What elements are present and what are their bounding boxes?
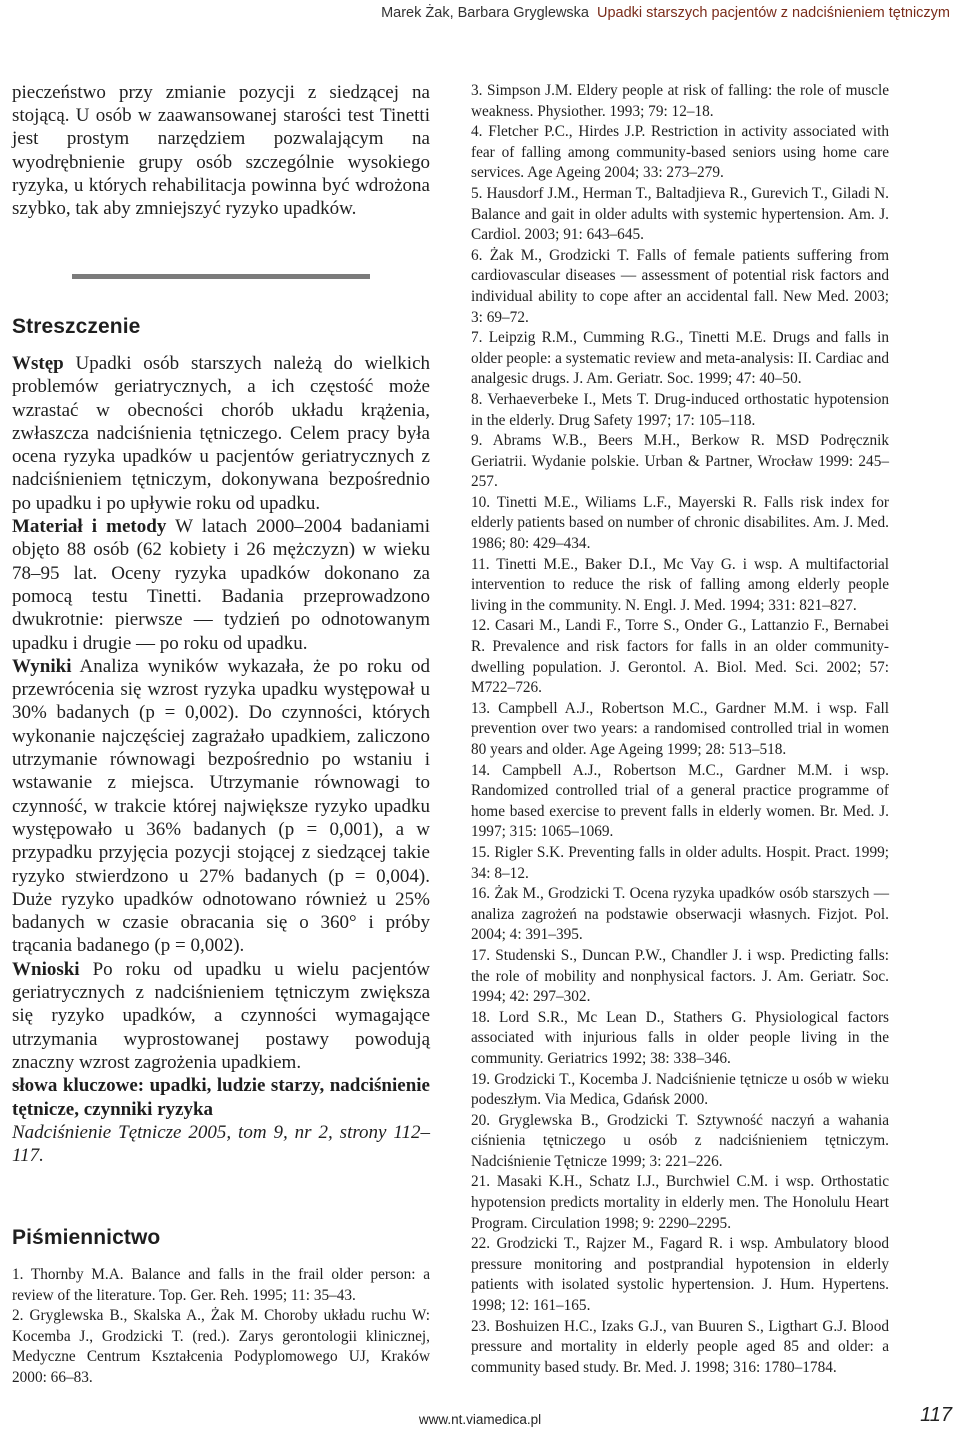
reference-item: 22. Grodzicki T., Rajzer M., Fagard R. i wsp. Ambulatory blood pressure monitoring and postprandial hypotension in elderly patients with isolated systolic hypertension. J. Hum. Hypertens. 1998; 12: 161–165.	[471, 1235, 889, 1315]
journal-citation: Nadciśnienie Tętnicze 2005, tom 9, nr 2, strony 112–117.	[12, 1121, 430, 1167]
running-header	[381, 5, 950, 21]
reference-item: 4. Fletcher P.C., Hirdes J.P. Restriction in activity associated with fear of falling among community-based seniors using home care services. Age Ageing 2004; 33: 273–279.	[471, 123, 889, 182]
reference-item: 9. Abrams W.B., Beers M.H., Berkow R. MSD Podręcznik Geriatrii. Wydanie polskie. Urban & Partner, Wrocław 1999: 245–257.	[471, 432, 889, 491]
reference-item: 21. Masaki K.H., Schatz I.J., Burchwiel C.M. i wsp. Orthostatic hypotension predicts mortality in elderly men. The Honolulu Heart Program. Circulation 1998; 9: 2290–2295.	[471, 1173, 889, 1232]
reference-item: 10. Tinetti M.E., Wiliams L.F., Mayerski R. Falls risk index for elderly patients based on number of chronic disabilites. Am. J. Med. 1986; 80: 429–434.	[471, 493, 889, 553]
section-divider	[72, 274, 370, 279]
reference-item: 5. Hausdorf J.M., Herman T., Baltadjieva R., Gurevich T., Giladi N. Balance and gait in older adults with systemic hypertension. Am. J. Cardiol. 2003; 91: 643–645.	[471, 184, 889, 244]
reference-item: 18. Lord S.R., Mc Lean D., Stathers G. Physiological factors associated with injurious falls in older people living in the community. Geriatrics 1992; 38: 338–346.	[471, 1008, 889, 1067]
abstract-methods	[12, 515, 430, 655]
abstract-intro	[12, 352, 430, 515]
reference-item: 17. Studenski S., Duncan P.W., Chandler J. i wsp. Predicting falls: the role of mobility and nonphysical factors. J. Am. Geriatr. Soc. 1994; 42: 297–302.	[471, 946, 889, 1006]
abstract-methods-text: W latach 2000–2004 badaniami objęto 88 osób (62 kobiety i 26 mężczyzn) w wieku 78–95 lat. Oceny ryzyka upadków dokonano za pomocą testu Tinetti. Badania przeprowadzono dwukrotnie: pierwsze — tydzień po odnotowanym upadku i drugie — po roku od upadku.	[12, 516, 430, 654]
abstract-results-label: Wyniki	[12, 655, 72, 677]
references-heading: Piśmiennictwo	[12, 1226, 161, 1249]
abstract-heading: Streszczenie	[12, 315, 141, 338]
reference-list-right	[471, 81, 889, 1378]
reference-item: 1. Thornby M.A. Balance and falls in the frail older person: a review of the literature. Top. Ger. Reh. 1995; 11: 35–43.	[12, 1266, 430, 1304]
references-left	[12, 1265, 430, 1389]
abstract-results	[12, 655, 430, 958]
abstract-conclusions-label: Wnioski	[12, 958, 80, 980]
header-title: Upadki starszych pacjentów z nadciśnieniem tętniczym	[597, 5, 950, 21]
reference-item: 15. Rigler S.K. Preventing falls in older adults. Hospit. Pract. 1999; 34: 8–12.	[471, 843, 889, 882]
reference-item: 19. Grodzicki T., Kocemba J. Nadciśnienie tętnicze u osób w wieku podeszłym. Via Medica, Gdańsk 2000.	[471, 1070, 889, 1109]
abstract-conclusions-text: Po roku od upadku u wielu pacjentów geriatrycznych z nadciśnieniem tętniczym zwiększa się ryzyko upadków, a czynności wymagające utrzymania wyprostowanej postawy powodują znaczny wzrost zagrożenia upadkiem.	[12, 958, 430, 1073]
reference-item: 23. Boshuizen H.C., Izaks G.J., van Buuren S., Ligthart G.J. Blood pressure and mortality in elderly people aged 85 and older: a community based study. Br. Med. J. 1998; 316: 1780–1784.	[471, 1317, 889, 1376]
abstract-methods-label: Materiał i metody	[12, 516, 167, 538]
page-number: 117	[920, 1404, 952, 1426]
abstract-intro-label: Wstęp	[12, 353, 64, 374]
intro-paragraph: pieczeństwo przy zmianie pozycji z siedzącej na stojącą. U osób w zaawansowanej starości test Tinetti jest prostym narzędziem pozwalającym na wyodrębnienie grupy osób szczególnie wysokiego ryzyka, u których rehabilitacja powinna być wdrożona szybko, tak aby zmniejszyć ryzyko upadków.	[12, 82, 430, 220]
reference-item: 20. Gryglewska B., Grodzicki T. Sztywność naczyń a wahania ciśnienia tętniczego u osób z nadciśnieniem tętniczym. Nadciśnienie Tętnicze 1999; 3: 221–226.	[471, 1111, 889, 1170]
abstract-body	[12, 352, 430, 1167]
reference-item: 3. Simpson J.M. Eldery people at risk of falling: the role of muscle weakness. Physiother. 1993; 79: 12–18.	[471, 82, 889, 120]
footer-url: www.nt.viamedica.pl	[418, 1412, 542, 1427]
keywords: słowa kluczowe: upadki, ludzie starzy, nadciśnienie tętnicze, czynniki ryzyka	[12, 1075, 430, 1120]
reference-item: 14. Campbell A.J., Robertson M.C., Gardner M.M. i wsp. Randomized controlled trial of a general practice programme of home based exercise to prevent falls in elderly women. Br. Med. J. 1997; 315: 1065–1069.	[471, 761, 889, 841]
reference-item: 16. Żak M., Grodzicki T. Ocena ryzyka upadków osób starszych — analiza zagrożeń na podstawie obserwacji własnych. Fizjot. Pol. 2004; 4: 391–395.	[471, 885, 889, 944]
reference-item: 7. Leipzig R.M., Cumming R.G., Tinetti M.E. Drugs and falls in older people: a systematic review and meta-analysis: II. Cardiac and analgesic drugs. J. Am. Geriatr. Soc. 1999; 47: 40–50.	[471, 329, 889, 388]
reference-item: 2. Gryglewska B., Skalska A., Żak M. Choroby układu ruchu W: Kocemba J., Grodzicki T. (red.). Zarys gerontologii klinicznej, Medyczne Centrum Kształcenia Podyplomowego UJ, Kraków 2000: 66–83.	[12, 1307, 430, 1386]
references-right	[471, 81, 889, 1378]
reference-item: 11. Tinetti M.E., Baker D.I., Mc Vay G. i wsp. A multifactorial intervention to reduce the risk of falling among elderly people living in the community. N. Engl. J. Med. 1994; 331: 821–827.	[471, 555, 889, 614]
left-column-intro	[12, 81, 430, 220]
reference-item: 12. Casari M., Landi F., Torre S., Onder G., Lattanzio F., Bernabei R. Prevalence and risk factors for falls in an older community-dwelling population. J. Gerontol. A. Biol. Med. Sci. 2002; 57: M722–726.	[471, 617, 889, 697]
reference-item: 6. Żak M., Grodzicki T. Falls of female patients suffering from cardiovascular diseases — assessment of potential risk factors and individual ability to cope after an accidental fall. New Med. 2003; 3: 69–72.	[471, 246, 889, 326]
header-authors: Marek Żak, Barbara Gryglewska	[381, 5, 589, 21]
reference-item: 13. Campbell A.J., Robertson M.C., Gardner M.M. i wsp. Fall prevention over two years: a randomised controlled trial in women 80 years and older. Age Ageing 1999; 28: 513–518.	[471, 699, 889, 758]
reference-item: 8. Verhaeverbeke I., Mets T. Drug-induced orthostatic hypotension in the elderly. Drug Safety 1997; 17: 105–118.	[471, 390, 889, 429]
abstract-results-text: Analiza wyników wykazała, że po roku od przewrócenia się wzrost ryzyka upadku występował u 30% badanych (p = 0,002). Do czynności, których wykonanie najczęściej zagrażało upadkiem, zaliczono utrzymanie równowagi bezpośrednio po wstaniu i wstawanie z miejsca. Utrzymanie równowagi to czynność, w trakcie której największe ryzyko upadku występowało u 36% badanych (p = 0,001), a w przypadku przyjęcia pozycji stojącej z siedzącej takie ryzyko stwierdzono u 27% badanych (p = 0,004). Duże ryzyko upadków odnotowano również u 25% badanych w czasie obracania się o 360° i próby trącania badanego (p = 0,002).	[12, 655, 431, 957]
abstract-conclusions	[12, 958, 430, 1074]
abstract-intro-text: Upadki osób starszych należą do wielkich problemów geriatrycznych, a ich częstość może wzrastać w obecności chorób układu krążenia, zwłaszcza nadciśnienia tętniczego. Celem pracy była ocena ryzyka upadków u pacjentów geriatrycznych z nadciśnieniem tętniczym, dokonywana bezpośrednio po upadku i po upływie roku od upadku.	[12, 353, 430, 514]
reference-list-left	[12, 1265, 430, 1389]
